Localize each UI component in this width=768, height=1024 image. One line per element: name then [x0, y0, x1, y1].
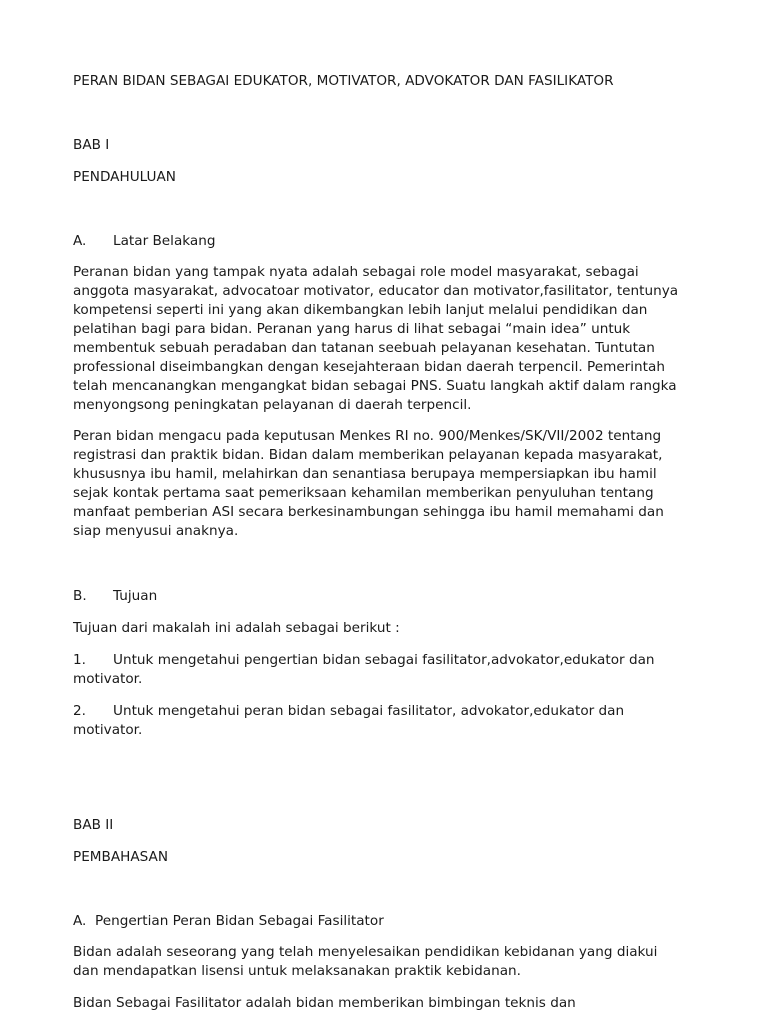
list-item [73, 651, 698, 670]
pengertian-paragraph-2 [73, 994, 698, 1013]
bab1-heading: PENDAHULUAN [73, 169, 176, 185]
paragraph-line: professional diseimbangkan dengan kesejahteraan bidan daerah terpencil. Pemerintah [73, 359, 665, 375]
list-item-text: Untuk mengetahui peran bidan sebagai fasilitator, advokator,edukator dan [113, 703, 625, 719]
section-a-number: A. [73, 233, 87, 249]
paragraph-line: pelatihan bagi para bidan. Peranan yang harus di lihat sebagai “main idea” untuk [73, 321, 631, 337]
list-item-continuation: motivator. [73, 722, 143, 738]
section-a-title: Latar Belakang [113, 233, 216, 249]
latar-belakang-paragraph-2 [73, 427, 698, 541]
bab2-section-a-title: Pengertian Peran Bidan Sebagai Fasilitator [95, 913, 384, 929]
paragraph-line: Peranan bidan yang tampak nyata adalah sebagai role model masyarakat, sebagai [73, 264, 639, 280]
document-title: PERAN BIDAN SEBAGAI EDUKATOR, MOTIVATOR, ADVOKATOR DAN FASILIKATOR [73, 73, 614, 89]
tujuan-item-1 [73, 651, 698, 689]
pengertian-paragraph-1 [73, 943, 698, 981]
bab2-section-a-number: A. [73, 913, 87, 929]
list-item [73, 702, 698, 721]
paragraph-line: siap menyusui anaknya. [73, 523, 239, 539]
paragraph-line: Bidan adalah seseorang yang telah menyelesaikan pendidikan kebidanan yang diakui [73, 944, 658, 960]
paragraph-line: telah mencanangkan mengangkat bidan sebagai PNS. Suatu langkah aktif dalam rangka [73, 378, 677, 394]
paragraph-line: sejak kontak pertama saat pemeriksaan kehamilan memberikan penyuluhan tentang [73, 485, 654, 501]
list-item-continuation: motivator. [73, 671, 143, 687]
paragraph-line: membentuk sebuah peradaban dan tatanan seebuah pelayanan kesehatan. Tuntutan [73, 340, 655, 356]
section-b-title: Tujuan [113, 588, 158, 604]
section-a-heading [73, 232, 215, 251]
document-page [73, 0, 698, 1024]
paragraph-line: anggota masyarakat, advocatoar motivator, educator dan motivator,fasilitator, tentunya [73, 283, 679, 299]
latar-belakang-paragraph-1 [73, 263, 698, 415]
list-item-number: 1. [73, 652, 86, 668]
list-item-text: Untuk mengetahui pengertian bidan sebagai fasilitator,advokator,edukator dan [113, 652, 655, 668]
paragraph-line: menyongsong peningkatan pelayanan di daerah terpencil. [73, 397, 472, 413]
paragraph-line: manfaat pemberian ASI secara berkesinambungan sehingga ibu hamil memahami dan [73, 504, 664, 520]
list-item-number: 2. [73, 703, 86, 719]
section-b-heading [73, 587, 157, 606]
paragraph-line: kompetensi seperti ini yang akan dikembangkan lebih lanjut melalui pendidikan dan [73, 302, 648, 318]
paragraph-line: Bidan Sebagai Fasilitator adalah bidan memberikan bimbingan teknis dan [73, 995, 576, 1011]
paragraph-line: dan mendapatkan lisensi untuk melaksanakan praktik kebidanan. [73, 963, 521, 979]
bab2-section-a-heading [73, 912, 384, 931]
paragraph-line: Peran bidan mengacu pada keputusan Menkes RI no. 900/Menkes/SK/VII/2002 tentang [73, 428, 662, 444]
bab1-label: BAB I [73, 137, 110, 153]
tujuan-intro: Tujuan dari makalah ini adalah sebagai berikut : [73, 620, 400, 636]
bab2-heading: PEMBAHASAN [73, 849, 169, 865]
tujuan-item-2 [73, 702, 698, 740]
paragraph-line: registrasi dan praktik bidan. Bidan dalam memberikan pelayanan kepada masyarakat, [73, 447, 663, 463]
paragraph-line: khususnya ibu hamil, melahirkan dan senantiasa berupaya mempersiapkan ibu hamil [73, 466, 657, 482]
bab2-label: BAB II [73, 817, 114, 833]
section-b-number: B. [73, 588, 87, 604]
